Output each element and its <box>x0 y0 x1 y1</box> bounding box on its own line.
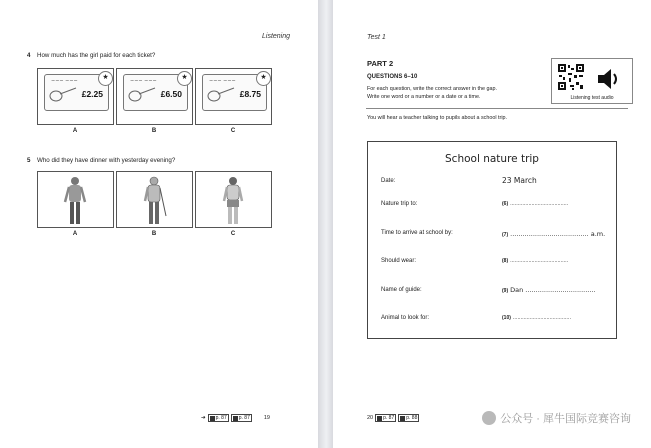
person-figure <box>38 172 113 227</box>
question-4 <box>27 52 155 59</box>
script-ref-chip[interactable] <box>231 414 252 422</box>
ticket-image <box>44 74 109 111</box>
option-label: C <box>230 231 236 237</box>
ticket-script: ~~~ ~~~ <box>209 78 236 84</box>
ticket-image <box>123 74 188 111</box>
form-label: Time to arrive at school by: <box>381 230 453 236</box>
ticket-script: ~~~ ~~~ <box>130 78 157 84</box>
guitar-icon <box>206 86 236 104</box>
form-label: Date: <box>381 178 396 184</box>
audio-caption: Listening test audio <box>570 95 614 101</box>
page-header: Listening <box>262 33 291 40</box>
audio-ref-chip[interactable] <box>375 414 396 422</box>
option-label: B <box>151 128 157 134</box>
form-label: Should wear: <box>381 258 417 264</box>
answer-gap-7[interactable] <box>502 230 605 238</box>
form-answer <box>502 176 537 185</box>
person-option-c[interactable] <box>195 171 272 228</box>
wechat-icon <box>482 411 496 425</box>
person-option-a[interactable] <box>37 171 114 228</box>
form-label: Name of guide: <box>381 287 422 293</box>
audio-icon <box>210 416 215 421</box>
option-label: C <box>230 128 236 134</box>
answer-value: ...................................... <box>512 315 571 321</box>
question-text: Who did they have dinner with yesterday evening? <box>37 157 176 164</box>
arrow-icon: ➔ <box>201 415 206 421</box>
ticket-price: £2.25 <box>81 89 103 99</box>
answer-value: Dan .................................. <box>510 286 596 294</box>
person-figure <box>196 172 271 227</box>
notes-form <box>367 141 617 339</box>
instruction-1: For each question, write the correct answer in the gap. <box>367 86 498 92</box>
audio-icon <box>377 416 382 421</box>
gap-number: (6) <box>502 201 509 207</box>
answer-value: ...................................... a.m. <box>510 230 606 238</box>
ticket-option-a[interactable] <box>37 68 114 125</box>
divider <box>366 108 628 109</box>
gap-number: (7) <box>502 232 509 238</box>
form-label: Nature trip to: <box>381 201 418 207</box>
watermark <box>482 410 631 426</box>
audio-ref: p. 87 <box>383 415 395 421</box>
script-ref: p. 87 <box>238 415 250 421</box>
answer-gap-8[interactable] <box>502 258 568 264</box>
qr-code-icon <box>557 63 585 91</box>
star-badge-icon: ★ <box>177 71 192 86</box>
ticket-option-c[interactable] <box>195 68 272 125</box>
option-label: A <box>72 128 78 134</box>
script-ref-chip[interactable] <box>398 414 419 422</box>
watermark-text: 公众号 · 犀牛国际竞赛咨询 <box>500 413 631 425</box>
question-number: 4 <box>27 52 31 59</box>
instruction-2: Write one word or a number or a date or a time. <box>367 94 481 100</box>
answer-value: ...................................... <box>510 258 569 264</box>
right-page <box>333 0 651 448</box>
audio-ref-chip[interactable] <box>208 414 229 422</box>
document-icon <box>233 416 238 421</box>
star-badge-icon: ★ <box>256 71 271 86</box>
ticket-price: £8.75 <box>239 89 261 99</box>
book-gutter <box>318 0 333 448</box>
intro-text: You will hear a teacher talking to pupils about a school trip. <box>367 115 508 121</box>
guitar-icon <box>127 86 157 104</box>
script-ref: p. 88 <box>406 415 418 421</box>
answer-gap-6[interactable] <box>502 201 568 207</box>
answer-gap-10[interactable] <box>502 315 571 321</box>
answer-value: ...................................... <box>510 201 569 207</box>
page-footer <box>201 414 270 422</box>
ticket-option-b[interactable] <box>116 68 193 125</box>
audio-ref: p. 87 <box>215 415 227 421</box>
page-header: Test 1 <box>367 34 386 41</box>
question-number: 5 <box>27 157 31 164</box>
gap-number: (10) <box>502 315 511 321</box>
ticket-image <box>202 74 267 111</box>
gap-number: (9) <box>502 288 509 294</box>
questions-heading: QUESTIONS 6–10 <box>367 74 418 80</box>
ticket-price: £6.50 <box>160 89 182 99</box>
page-footer <box>367 414 419 422</box>
guitar-icon <box>48 86 78 104</box>
option-label: A <box>72 231 78 237</box>
question-5 <box>27 157 175 164</box>
person-option-b[interactable] <box>116 171 193 228</box>
option-label: B <box>151 231 157 237</box>
form-label: Animal to look for: <box>381 315 430 321</box>
person-figure <box>117 172 192 227</box>
page-number: 20 <box>367 415 374 421</box>
document-icon <box>400 416 405 421</box>
answer-value: 23 March <box>502 176 537 185</box>
audio-qr-box[interactable] <box>551 58 633 104</box>
part-heading: PART 2 <box>367 59 394 68</box>
ticket-script: ~~~ ~~~ <box>51 78 78 84</box>
speaker-icon <box>596 67 622 91</box>
left-page <box>0 0 318 448</box>
form-title: School nature trip <box>445 153 539 165</box>
gap-number: (8) <box>502 258 509 264</box>
answer-gap-9[interactable] <box>502 286 596 294</box>
star-badge-icon: ★ <box>98 71 113 86</box>
question-text: How much has the girl paid for each ticket? <box>37 52 156 59</box>
page-number: 19 <box>263 415 270 421</box>
